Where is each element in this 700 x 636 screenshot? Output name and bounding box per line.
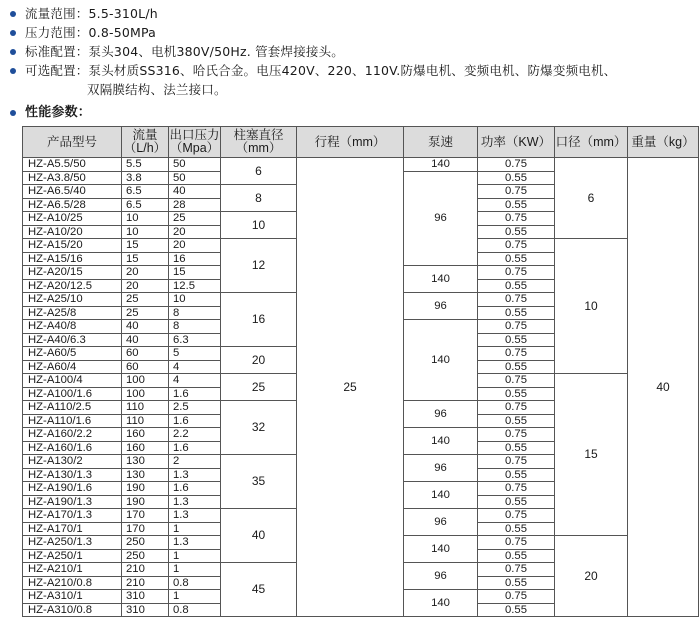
- cell-flow: 190: [122, 495, 169, 509]
- cell-model: HZ-A20/15: [23, 266, 122, 280]
- spec-label: 流量范围：: [25, 6, 89, 21]
- cell-model: HZ-A110/2.5: [23, 401, 122, 415]
- header-power: 功率（KW）: [478, 127, 555, 158]
- cell-pump-speed: 96: [404, 171, 478, 266]
- cell-model: HZ-A40/6.3: [23, 333, 122, 347]
- spec-optional-config: [8, 61, 694, 80]
- cell-pump-speed: 96: [404, 293, 478, 320]
- header-weight: 重量（kg）: [628, 127, 699, 158]
- cell-model: HZ-A170/1.3: [23, 509, 122, 523]
- cell-power: 0.55: [478, 522, 555, 536]
- cell-flow: 130: [122, 455, 169, 469]
- cell-port-size: 6: [555, 158, 628, 239]
- cell-flow: 6.5: [122, 185, 169, 199]
- cell-pump-speed: 140: [404, 320, 478, 401]
- cell-pressure: 2: [169, 455, 221, 469]
- cell-plunger-diameter: 40: [221, 509, 297, 563]
- cell-power: 0.55: [478, 387, 555, 401]
- cell-model: HZ-A130/1.3: [23, 468, 122, 482]
- cell-power: 0.55: [478, 468, 555, 482]
- cell-power: 0.75: [478, 185, 555, 199]
- cell-pressure: 1.3: [169, 495, 221, 509]
- cell-power: 0.75: [478, 266, 555, 280]
- cell-flow: 25: [122, 306, 169, 320]
- cell-power: 0.75: [478, 455, 555, 469]
- cell-power: 0.75: [478, 212, 555, 226]
- cell-power: 0.55: [478, 252, 555, 266]
- cell-plunger-diameter: 35: [221, 455, 297, 509]
- cell-pressure: 0.8: [169, 603, 221, 617]
- cell-model: HZ-A190/1.3: [23, 495, 122, 509]
- cell-flow: 3.8: [122, 171, 169, 185]
- cell-pressure: 10: [169, 293, 221, 307]
- cell-power: 0.75: [478, 428, 555, 442]
- cell-pressure: 20: [169, 225, 221, 239]
- cell-model: HZ-A210/1: [23, 563, 122, 577]
- header-pump-speed: 泵速: [404, 127, 478, 158]
- cell-model: HZ-A250/1.3: [23, 536, 122, 550]
- cell-pressure: 1: [169, 563, 221, 577]
- cell-pressure: 8: [169, 306, 221, 320]
- cell-power: 0.75: [478, 509, 555, 523]
- section-title: 性能参数：: [8, 103, 694, 122]
- cell-power: 0.75: [478, 158, 555, 172]
- cell-model: HZ-A10/20: [23, 225, 122, 239]
- cell-power: 0.55: [478, 225, 555, 239]
- cell-pressure: 1: [169, 522, 221, 536]
- cell-model: HZ-A6.5/28: [23, 198, 122, 212]
- cell-model: HZ-A310/1: [23, 590, 122, 604]
- cell-flow: 60: [122, 347, 169, 361]
- cell-weight: 40: [628, 158, 699, 617]
- cell-pressure: 1.3: [169, 509, 221, 523]
- cell-pressure: 1.6: [169, 387, 221, 401]
- cell-pump-speed: 96: [404, 563, 478, 590]
- cell-pressure: 1.6: [169, 414, 221, 428]
- cell-model: HZ-A15/16: [23, 252, 122, 266]
- cell-model: HZ-A250/1: [23, 549, 122, 563]
- spec-optional-config-continued: 双隔膜结构、法兰接口。: [87, 82, 227, 97]
- cell-plunger-diameter: 8: [221, 185, 297, 212]
- cell-flow: 250: [122, 536, 169, 550]
- cell-power: 0.55: [478, 576, 555, 590]
- cell-power: 0.75: [478, 374, 555, 388]
- cell-flow: 10: [122, 212, 169, 226]
- spec-value: 泵头材质SS316、哈氏合金。电压420V、220、110V.防爆电机、变频电机、防爆变频电机、: [88, 63, 617, 78]
- cell-pressure: 1.6: [169, 482, 221, 496]
- cell-flow: 210: [122, 576, 169, 590]
- cell-model: HZ-A210/0.8: [23, 576, 122, 590]
- cell-flow: 310: [122, 590, 169, 604]
- cell-flow: 130: [122, 468, 169, 482]
- cell-pressure: 1.6: [169, 441, 221, 455]
- cell-plunger-diameter: 20: [221, 347, 297, 374]
- cell-pressure: 8: [169, 320, 221, 334]
- cell-pressure: 16: [169, 252, 221, 266]
- cell-pump-speed: 140: [404, 158, 478, 172]
- cell-plunger-diameter: 45: [221, 563, 297, 617]
- cell-pressure: 12.5: [169, 279, 221, 293]
- table-header-row: [23, 127, 699, 158]
- cell-flow: 40: [122, 320, 169, 334]
- spec-list: [8, 4, 694, 122]
- cell-flow: 170: [122, 522, 169, 536]
- cell-model: HZ-A100/4: [23, 374, 122, 388]
- spec-flow-range: [8, 4, 694, 23]
- cell-power: 0.75: [478, 320, 555, 334]
- performance-table: [22, 126, 699, 617]
- cell-model: HZ-A60/5: [23, 347, 122, 361]
- cell-flow: 100: [122, 387, 169, 401]
- cell-pump-speed: 96: [404, 455, 478, 482]
- cell-pressure: 50: [169, 158, 221, 172]
- cell-port-size: 10: [555, 239, 628, 374]
- cell-model: HZ-A110/1.6: [23, 414, 122, 428]
- cell-model: HZ-A160/2.2: [23, 428, 122, 442]
- cell-power: 0.55: [478, 603, 555, 617]
- cell-pressure: 4: [169, 360, 221, 374]
- cell-pressure: 6.3: [169, 333, 221, 347]
- cell-model: HZ-A60/4: [23, 360, 122, 374]
- cell-model: HZ-A25/8: [23, 306, 122, 320]
- cell-flow: 310: [122, 603, 169, 617]
- cell-flow: 100: [122, 374, 169, 388]
- cell-pressure: 15: [169, 266, 221, 280]
- cell-flow: 6.5: [122, 198, 169, 212]
- cell-flow: 20: [122, 266, 169, 280]
- cell-pump-speed: 140: [404, 266, 478, 293]
- table-row: [23, 158, 699, 172]
- cell-pressure: 1: [169, 590, 221, 604]
- cell-power: 0.55: [478, 333, 555, 347]
- cell-power: 0.75: [478, 482, 555, 496]
- cell-model: HZ-A5.5/50: [23, 158, 122, 172]
- cell-model: HZ-A6.5/40: [23, 185, 122, 199]
- cell-flow: 160: [122, 428, 169, 442]
- cell-flow: 170: [122, 509, 169, 523]
- cell-pressure: 0.8: [169, 576, 221, 590]
- cell-flow: 25: [122, 293, 169, 307]
- cell-power: 0.75: [478, 536, 555, 550]
- cell-pressure: 1.3: [169, 536, 221, 550]
- cell-pressure: 2.5: [169, 401, 221, 415]
- cell-flow: 15: [122, 239, 169, 253]
- cell-model: HZ-A20/12.5: [23, 279, 122, 293]
- cell-power: 0.55: [478, 495, 555, 509]
- cell-power: 0.55: [478, 360, 555, 374]
- cell-stroke: 25: [297, 158, 404, 617]
- spec-value: 泵头304、电机380V/50Hz. 管套焊接接头。: [88, 44, 345, 59]
- cell-pressure: 5: [169, 347, 221, 361]
- cell-pressure: 20: [169, 239, 221, 253]
- cell-model: HZ-A10/25: [23, 212, 122, 226]
- cell-flow: 10: [122, 225, 169, 239]
- cell-plunger-diameter: 12: [221, 239, 297, 293]
- cell-pump-speed: 140: [404, 428, 478, 455]
- spec-pressure-range: [8, 23, 694, 42]
- cell-pump-speed: 140: [404, 482, 478, 509]
- cell-pressure: 2.2: [169, 428, 221, 442]
- cell-power: 0.75: [478, 239, 555, 253]
- cell-model: HZ-A130/2: [23, 455, 122, 469]
- cell-pressure: 1.3: [169, 468, 221, 482]
- cell-pressure: 28: [169, 198, 221, 212]
- spec-standard-config: [8, 42, 694, 61]
- cell-model: HZ-A160/1.6: [23, 441, 122, 455]
- cell-power: 0.55: [478, 279, 555, 293]
- cell-model: HZ-A190/1.6: [23, 482, 122, 496]
- cell-flow: 110: [122, 414, 169, 428]
- header-flow: 流量 （L/h）: [122, 127, 169, 158]
- cell-power: 0.55: [478, 171, 555, 185]
- cell-power: 0.55: [478, 306, 555, 320]
- cell-model: HZ-A170/1: [23, 522, 122, 536]
- cell-flow: 160: [122, 441, 169, 455]
- cell-plunger-diameter: 25: [221, 374, 297, 401]
- cell-plunger-diameter: 10: [221, 212, 297, 239]
- cell-power: 0.55: [478, 414, 555, 428]
- spec-label: 压力范围：: [25, 25, 89, 40]
- cell-power: 0.75: [478, 401, 555, 415]
- cell-pump-speed: 140: [404, 590, 478, 617]
- header-pressure: 出口压力 （Mpa）: [169, 127, 221, 158]
- cell-flow: 40: [122, 333, 169, 347]
- cell-model: HZ-A40/8: [23, 320, 122, 334]
- cell-power: 0.75: [478, 563, 555, 577]
- spec-value: 0.8-50MPa: [88, 25, 157, 40]
- cell-flow: 20: [122, 279, 169, 293]
- cell-model: HZ-A3.8/50: [23, 171, 122, 185]
- spec-label: 标准配置：: [25, 44, 89, 59]
- cell-flow: 210: [122, 563, 169, 577]
- cell-power: 0.75: [478, 590, 555, 604]
- cell-power: 0.55: [478, 198, 555, 212]
- cell-pressure: 4: [169, 374, 221, 388]
- cell-model: HZ-A100/1.6: [23, 387, 122, 401]
- cell-pressure: 50: [169, 171, 221, 185]
- cell-flow: 60: [122, 360, 169, 374]
- cell-pump-speed: 96: [404, 401, 478, 428]
- header-stroke: 行程（mm）: [297, 127, 404, 158]
- cell-power: 0.55: [478, 441, 555, 455]
- header-model: 产品型号: [23, 127, 122, 158]
- cell-pressure: 1: [169, 549, 221, 563]
- cell-port-size: 20: [555, 536, 628, 617]
- cell-flow: 15: [122, 252, 169, 266]
- cell-model: HZ-A310/0.8: [23, 603, 122, 617]
- cell-plunger-diameter: 6: [221, 158, 297, 185]
- cell-pump-speed: 140: [404, 536, 478, 563]
- header-port-size: 口径（mm）: [555, 127, 628, 158]
- cell-power: 0.75: [478, 347, 555, 361]
- cell-power: 0.55: [478, 549, 555, 563]
- cell-pressure: 40: [169, 185, 221, 199]
- cell-port-size: 15: [555, 374, 628, 536]
- cell-flow: 5.5: [122, 158, 169, 172]
- cell-model: HZ-A25/10: [23, 293, 122, 307]
- cell-plunger-diameter: 16: [221, 293, 297, 347]
- cell-flow: 250: [122, 549, 169, 563]
- cell-model: HZ-A15/20: [23, 239, 122, 253]
- cell-flow: 190: [122, 482, 169, 496]
- spec-value: 5.5-310L/h: [88, 6, 158, 21]
- header-plunger-diameter: 柱塞直径 （mm）: [221, 127, 297, 158]
- spec-label: 可选配置：: [25, 63, 89, 78]
- cell-power: 0.75: [478, 293, 555, 307]
- cell-pressure: 25: [169, 212, 221, 226]
- cell-plunger-diameter: 32: [221, 401, 297, 455]
- cell-flow: 110: [122, 401, 169, 415]
- cell-pump-speed: 96: [404, 509, 478, 536]
